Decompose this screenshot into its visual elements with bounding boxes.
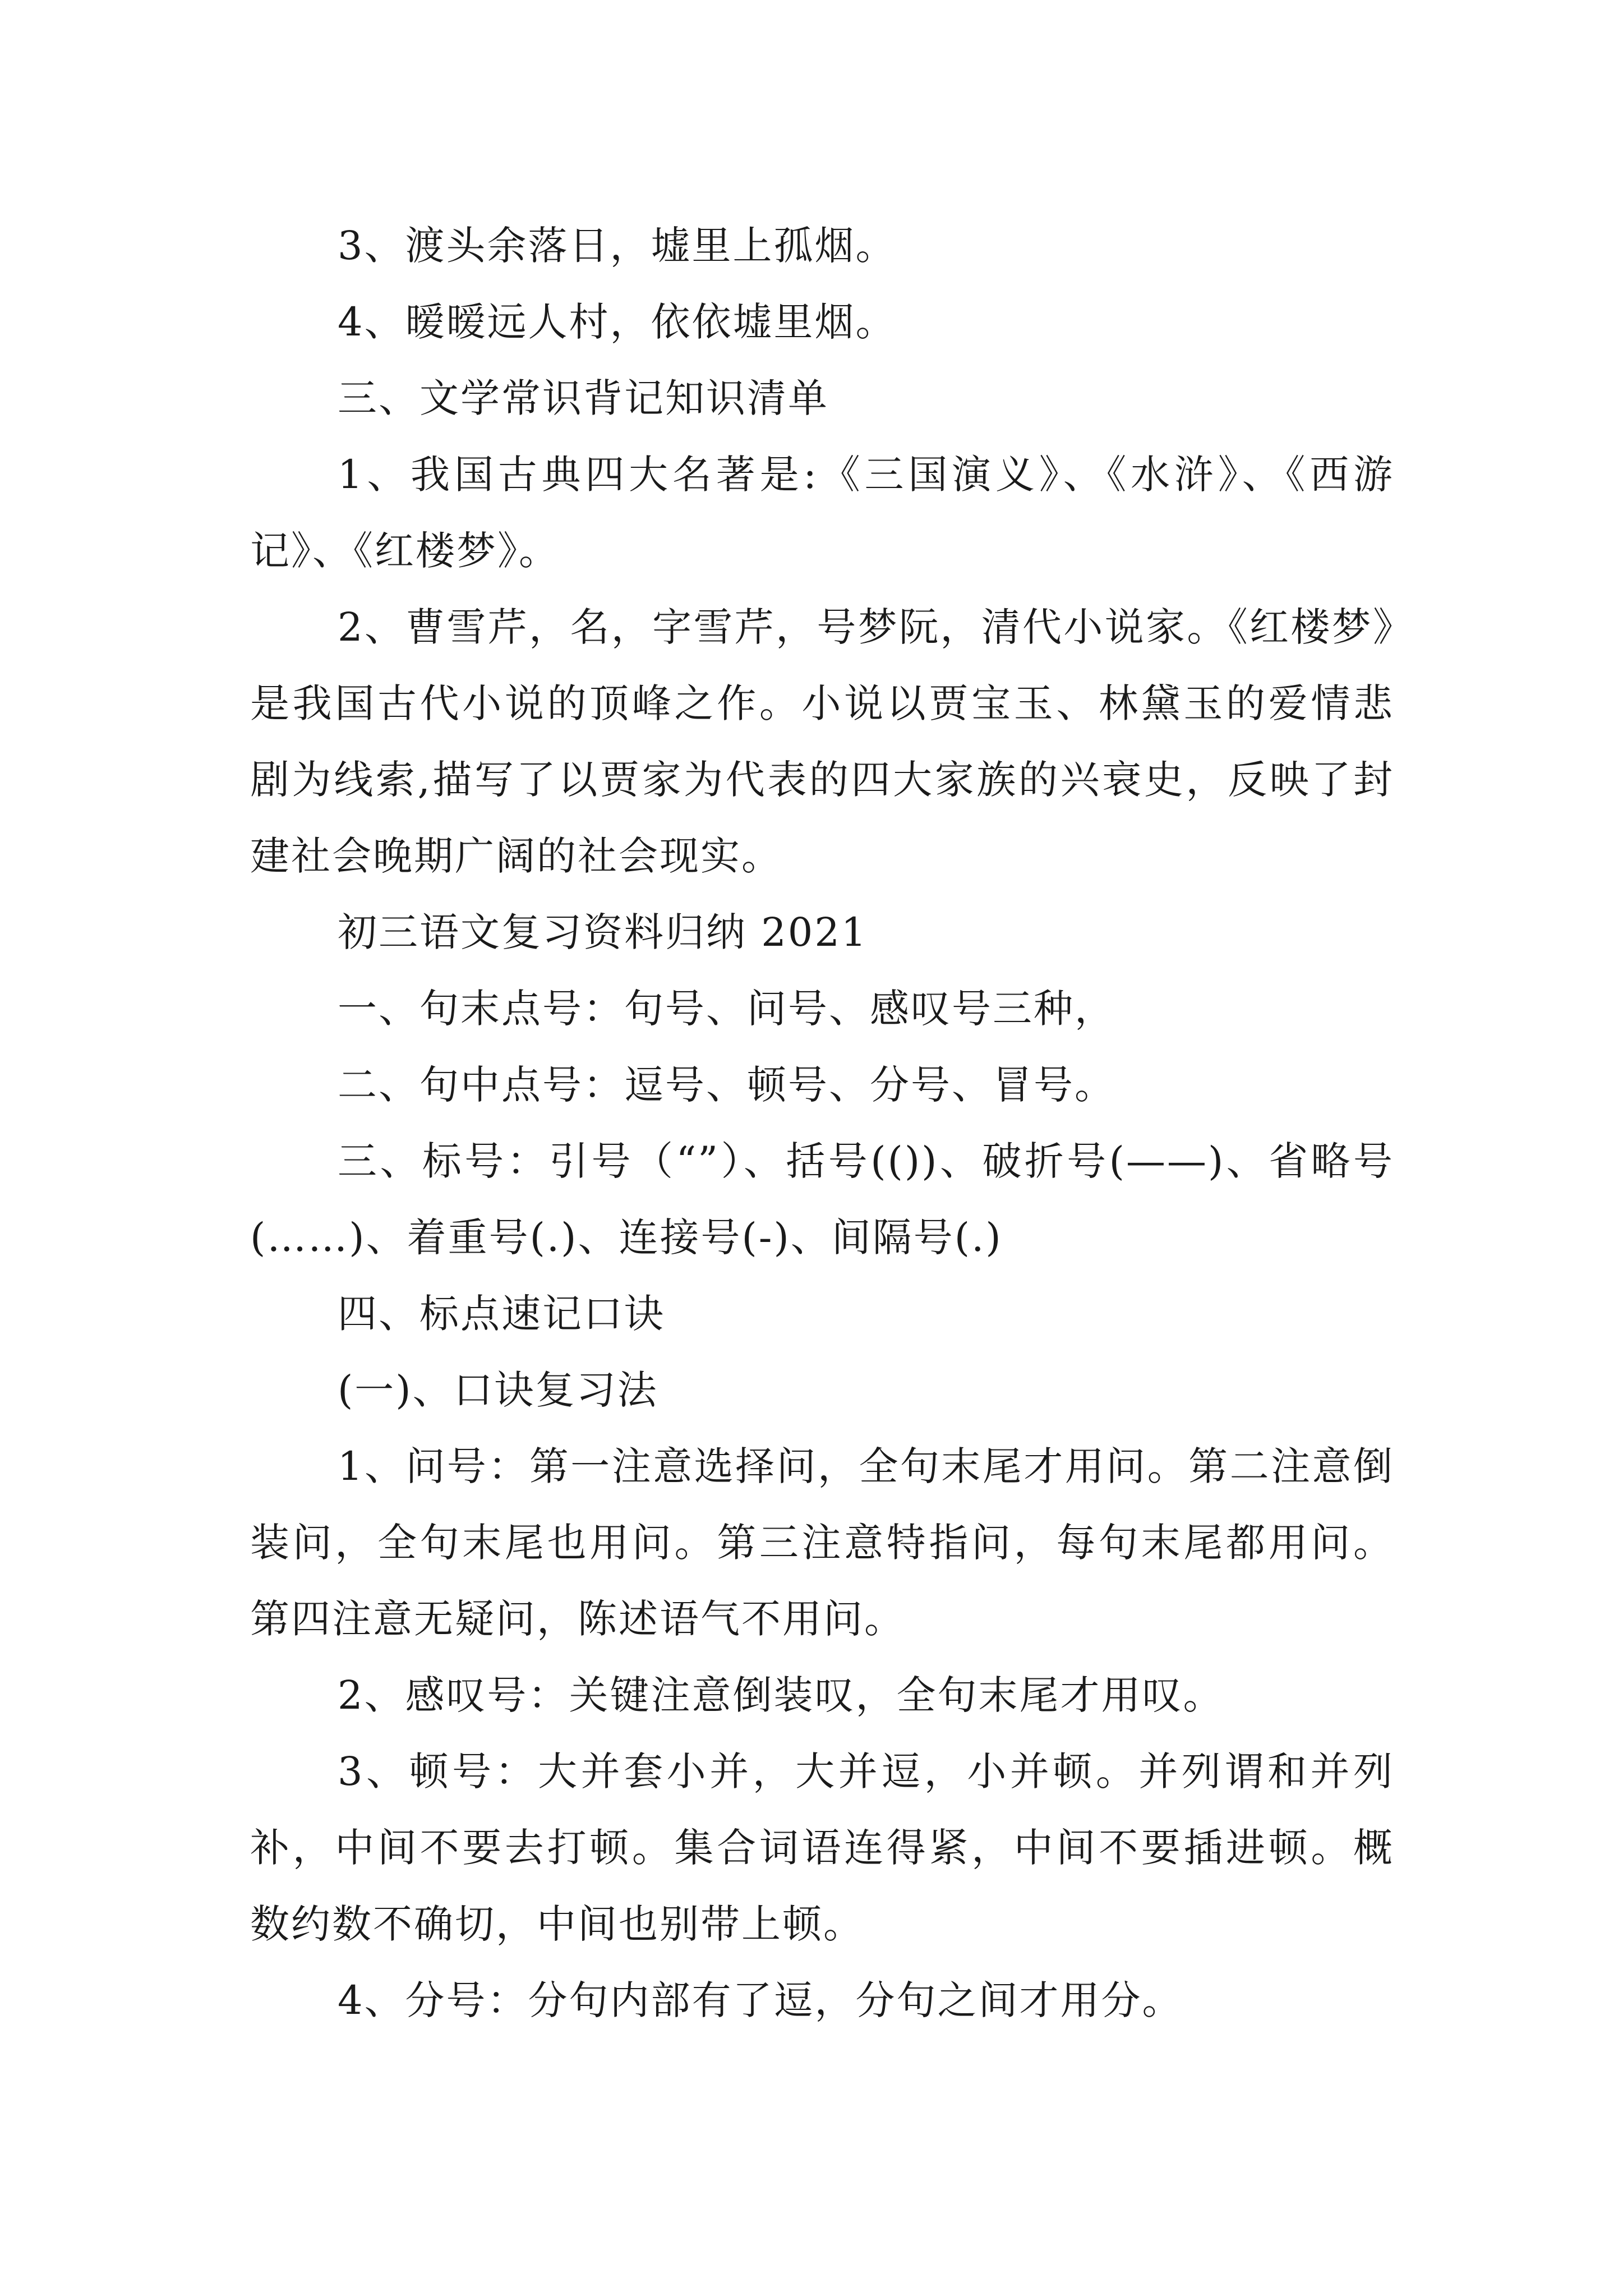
section-heading-literature: 三、文学常识背记知识清单 [338,375,829,421]
paragraph-semicolon: 4、分号：分句内部有了逗，分句之间才用分。 [338,1977,1183,2023]
document-body [250,208,1394,2039]
paragraph-poem-line-3: 3、渡头余落日，墟里上孤烟。 [338,223,897,269]
paragraph-cao-xueqin: 2、曹雪芹，名，字雪芹，号梦阮，清代小说家。《红楼梦》是我国古代小说的顶峰之作。小说以贾宝玉、林黛玉的爱情悲剧为线索,描写了以贾家为代表的四大家族的兴衰史，反映了封建社会晚期广阔的社会现实。 [250,604,1394,879]
section-heading-mnemonic: 四、标点速记口诀 [338,1291,665,1337]
paragraph-exclamation-mark: 2、感叹号：关键注意倒装叹，全句末尾才用叹。 [338,1672,1224,1718]
paragraph-mid-marks: 二、句中点号：逗号、顿号、分号、冒号。 [338,1062,1115,1108]
paragraph-end-marks: 一、句末点号：句号、问号、感叹号三种， [338,986,1115,1032]
section-title-review: 初三语文复习资料归纳 2021 [338,909,868,955]
paragraph-enumeration-comma: 3、顿号：大并套小并，大并逗，小并顿。并列谓和并列补，中间不要去打顿。集合词语连得紧，中间不要插进顿。概数约数不确切，中间也别带上顿。 [250,1749,1394,1947]
paragraph-marker-types: 三、标号：引号（“”）、括号(())、破折号(——)、省略号(……)、着重号(.)、连接号(-)、间隔号(.) [250,1138,1394,1260]
paragraph-four-classics: 1、我国古典四大名著是:《三国演义》、《水浒》、《西游记》、《红楼梦》。 [250,452,1394,574]
paragraph-question-mark: 1、问号：第一注意选择问，全句末尾才用问。第二注意倒装问，全句末尾也用问。第三注意特指问，每句末尾都用问。第四注意无疑问，陈述语气不用问。 [250,1443,1394,1642]
paragraph-poem-line-4: 4、暧暧远人村，依依墟里烟。 [338,299,897,345]
subheading-mnemonic-method: (一)、口诀复习法 [338,1367,658,1413]
